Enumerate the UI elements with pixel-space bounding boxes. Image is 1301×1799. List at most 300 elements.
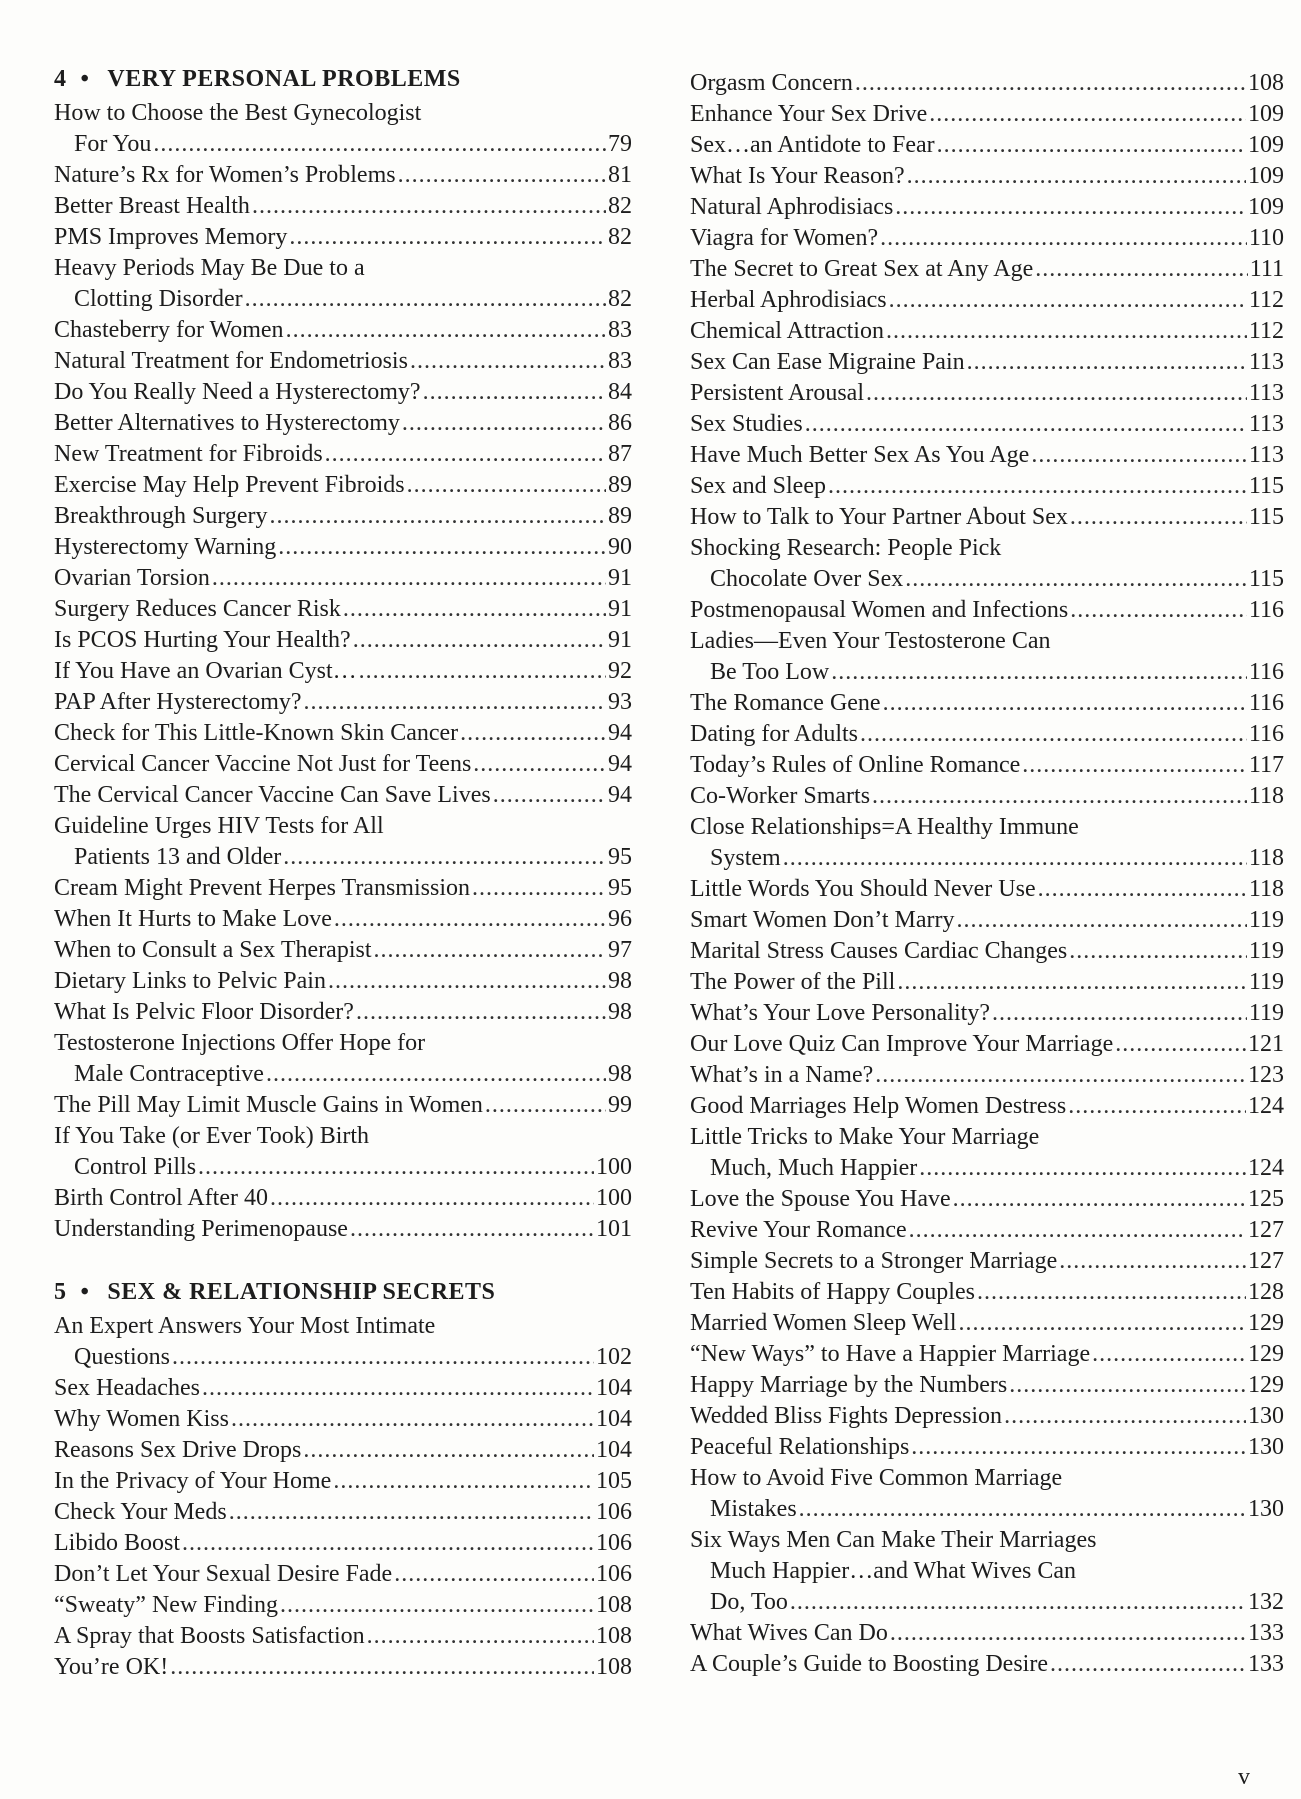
entry-title-text: When to Consult a Sex Therapist	[54, 937, 372, 963]
toc-entry[interactable]	[690, 905, 1284, 936]
entry-title-text: Birth Control After 40	[54, 1185, 268, 1211]
entry-title-text: Questions	[74, 1344, 170, 1370]
dot-leader	[394, 1559, 594, 1590]
toc-entry[interactable]	[54, 1214, 632, 1245]
dot-leader	[231, 1404, 594, 1435]
dot-leader	[790, 1587, 1246, 1618]
toc-entry[interactable]	[54, 687, 632, 718]
toc-entry[interactable]	[690, 750, 1284, 781]
toc-entry-line	[690, 223, 1284, 254]
dot-leader	[1059, 1246, 1246, 1277]
dot-leader	[1009, 1370, 1246, 1401]
toc-entry[interactable]	[54, 439, 632, 470]
toc-entry[interactable]	[54, 904, 632, 935]
toc-entry[interactable]	[690, 223, 1284, 254]
toc-entry-line	[690, 998, 1284, 1029]
toc-entry[interactable]	[54, 253, 632, 315]
dot-leader	[1004, 1401, 1246, 1432]
page-number: 119	[1248, 938, 1284, 964]
page-number: 95	[608, 844, 632, 870]
toc-entry-line	[690, 688, 1284, 719]
toc-entry[interactable]	[690, 688, 1284, 719]
page-number: 82	[608, 224, 632, 250]
entry-title-text: New Treatment for Fibroids	[54, 441, 323, 467]
toc-entry[interactable]	[54, 1121, 632, 1183]
page-number: 90	[608, 534, 632, 560]
entry-title-text: “New Ways” to Have a Happier Marriage	[690, 1341, 1091, 1367]
toc-entry[interactable]	[690, 285, 1284, 316]
toc-entry[interactable]	[690, 1401, 1284, 1432]
toc-entry[interactable]	[690, 781, 1284, 812]
page-number: 116	[1248, 659, 1284, 685]
page-number: 101	[596, 1216, 632, 1242]
dot-leader	[170, 1652, 594, 1683]
page-number: 112	[1248, 287, 1284, 313]
page-number: 104	[596, 1406, 632, 1432]
toc-entry[interactable]	[54, 1404, 632, 1435]
entry-title-text: Close Relationships=A Healthy Immune	[690, 814, 1079, 840]
toc-entry[interactable]	[690, 1649, 1284, 1680]
toc-entry-line	[690, 1494, 1284, 1525]
toc-entry-line	[690, 1556, 1284, 1587]
page-number: 132	[1248, 1589, 1284, 1615]
entry-title-text: How to Talk to Your Partner About Sex	[690, 504, 1068, 530]
entry-title-text: You’re OK!	[54, 1654, 169, 1680]
page-number: 106	[596, 1499, 632, 1525]
toc-entry[interactable]	[690, 254, 1284, 285]
toc-entry-line	[54, 1435, 632, 1466]
entry-title-text: Cream Might Prevent Herpes Transmission	[54, 875, 470, 901]
toc-entry[interactable]	[690, 1029, 1284, 1060]
toc-entry[interactable]	[54, 501, 632, 532]
toc-entry-line	[690, 130, 1284, 161]
dot-leader	[460, 718, 606, 749]
entry-title-text: Don’t Let Your Sexual Desire Fade	[54, 1561, 393, 1587]
dot-leader	[473, 749, 606, 780]
entry-title-text: The Power of the Pill	[690, 969, 896, 995]
dot-leader	[907, 161, 1246, 192]
toc-entry-line	[54, 1214, 632, 1245]
dot-leader	[799, 1494, 1246, 1525]
toc-entry-line	[54, 532, 632, 563]
toc-entry[interactable]	[690, 874, 1284, 905]
toc-entry-line	[54, 1059, 632, 1090]
toc-entry-line	[690, 502, 1284, 533]
toc-entry[interactable]	[690, 626, 1284, 688]
page-number: 109	[1248, 194, 1284, 220]
toc-entry[interactable]	[54, 656, 632, 687]
toc-entry[interactable]	[690, 1463, 1284, 1525]
toc-entry[interactable]	[54, 1028, 632, 1090]
page-number: 108	[596, 1623, 632, 1649]
toc-entry-line	[690, 1339, 1284, 1370]
toc-entry[interactable]	[54, 408, 632, 439]
page-number: 81	[608, 162, 632, 188]
entry-title-text: Chocolate Over Sex	[710, 566, 904, 592]
chapter-heading	[54, 62, 632, 96]
toc-entry[interactable]	[54, 811, 632, 873]
dot-leader	[182, 1528, 594, 1559]
toc-entry[interactable]	[690, 1215, 1284, 1246]
toc-entry-line	[690, 1246, 1284, 1277]
toc-entry[interactable]	[54, 1435, 632, 1466]
toc-entry-line	[690, 1308, 1284, 1339]
toc-entry-line	[690, 378, 1284, 409]
dot-leader	[1070, 502, 1247, 533]
entry-title-text: Sex and Sleep	[690, 473, 826, 499]
toc-entry[interactable]	[690, 347, 1284, 378]
entry-title-text: Ten Habits of Happy Couples	[690, 1279, 975, 1305]
dot-leader	[367, 1621, 594, 1652]
entry-title-text: Testosterone Injections Offer Hope for	[54, 1030, 426, 1056]
dot-leader	[783, 843, 1247, 874]
entry-title-text: The Pill May Limit Muscle Gains in Women	[54, 1092, 483, 1118]
dot-leader	[289, 222, 606, 253]
page-number: 108	[1248, 70, 1284, 96]
toc-entry[interactable]	[54, 1466, 632, 1497]
toc-entry[interactable]	[54, 625, 632, 656]
toc-entry-line	[54, 1466, 632, 1497]
entry-title-text: An Expert Answers Your Most Intimate	[54, 1313, 436, 1339]
toc-entry-line	[690, 1525, 1284, 1556]
toc-entry[interactable]	[690, 99, 1284, 130]
toc-entry-line	[54, 811, 632, 842]
dot-leader	[959, 1308, 1246, 1339]
page-number: 94	[608, 751, 632, 777]
chapter-number: 4	[54, 66, 67, 92]
page-number: 82	[608, 193, 632, 219]
toc-entry-line	[54, 1090, 632, 1121]
page-number: 94	[608, 782, 632, 808]
toc-entry-line	[690, 1215, 1284, 1246]
dot-leader	[472, 873, 606, 904]
entry-title-text: Understanding Perimenopause	[54, 1216, 348, 1242]
page-number: 98	[608, 999, 632, 1025]
entry-title-text: Sex Headaches	[54, 1375, 200, 1401]
page-number: 86	[608, 410, 632, 436]
toc-entry[interactable]	[690, 440, 1284, 471]
toc-entry[interactable]	[54, 98, 632, 160]
dot-leader	[325, 439, 606, 470]
toc-entry[interactable]	[690, 1525, 1284, 1618]
toc-right-column	[690, 68, 1284, 1680]
entry-title-text: Much, Much Happier	[710, 1155, 918, 1181]
toc-entry[interactable]	[54, 346, 632, 377]
entry-title-text: How to Avoid Five Common Marriage	[690, 1465, 1063, 1491]
toc-entry-line	[54, 687, 632, 718]
entry-title-text: “Sweaty” New Finding	[54, 1592, 278, 1618]
toc-entry[interactable]	[690, 967, 1284, 998]
entry-title-text: PAP After Hysterectomy?	[54, 689, 302, 715]
toc-entry[interactable]	[54, 749, 632, 780]
toc-entry[interactable]	[690, 936, 1284, 967]
toc-entry-line	[690, 564, 1284, 595]
toc-entry-line	[54, 966, 632, 997]
dot-leader	[909, 1215, 1246, 1246]
toc-entry-line	[54, 656, 632, 687]
page-number: 109	[1248, 132, 1284, 158]
toc-entry[interactable]	[54, 1528, 632, 1559]
dot-leader	[229, 1497, 594, 1528]
page-number: 124	[1248, 1155, 1284, 1181]
dot-leader	[860, 719, 1247, 750]
entry-title-text: PMS Improves Memory	[54, 224, 288, 250]
toc-entry[interactable]	[690, 1618, 1284, 1649]
page-number: 91	[608, 565, 632, 591]
toc-entry[interactable]	[54, 718, 632, 749]
entry-title-text: Ladies—Even Your Testosterone Can	[690, 628, 1051, 654]
toc-entry[interactable]	[54, 1373, 632, 1404]
dot-leader	[493, 780, 606, 811]
dot-leader	[286, 315, 606, 346]
toc-entry[interactable]	[54, 222, 632, 253]
page-number: 98	[608, 968, 632, 994]
entry-title-text: A Spray that Boosts Satisfaction	[54, 1623, 365, 1649]
toc-entry[interactable]	[690, 1122, 1284, 1184]
toc-entry[interactable]	[690, 719, 1284, 750]
toc-entry[interactable]	[54, 873, 632, 904]
toc-entry[interactable]	[54, 997, 632, 1028]
page-number: 91	[608, 596, 632, 622]
page-number: 115	[1248, 566, 1284, 592]
dot-leader	[333, 1466, 594, 1497]
entry-title-text: Little Words You Should Never Use	[690, 876, 1036, 902]
toc-entry[interactable]	[54, 563, 632, 594]
entry-title-text: When It Hurts to Make Love	[54, 906, 332, 932]
toc-entry-line	[690, 285, 1284, 316]
toc-entry-line	[690, 1649, 1284, 1680]
entry-title-text: Have Much Better Sex As You Age	[690, 442, 1030, 468]
toc-entry[interactable]	[54, 1652, 632, 1683]
toc-entry-line	[54, 284, 632, 315]
entry-title-text: Better Breast Health	[54, 193, 250, 219]
page-number: 82	[608, 286, 632, 312]
page-number: 111	[1249, 256, 1284, 282]
page-number: 99	[608, 1092, 632, 1118]
dot-leader	[953, 1184, 1246, 1215]
dot-leader	[805, 409, 1247, 440]
entry-title-text: Viagra for Women?	[690, 225, 879, 251]
entry-title-text: Natural Aphrodisiacs	[690, 194, 894, 220]
dot-leader	[334, 904, 606, 935]
page-number: 83	[608, 317, 632, 343]
dot-leader	[278, 532, 606, 563]
toc-entry-line	[54, 1404, 632, 1435]
toc-entry-line	[690, 781, 1284, 812]
dot-leader	[270, 501, 606, 532]
toc-entry-line	[54, 1342, 632, 1373]
dot-leader	[886, 316, 1247, 347]
toc-entry[interactable]	[690, 1339, 1284, 1370]
entry-title-text: In the Privacy of Your Home	[54, 1468, 332, 1494]
toc-entry-line	[690, 440, 1284, 471]
dot-leader	[977, 1277, 1246, 1308]
entry-title-text: Exercise May Help Prevent Fibroids	[54, 472, 405, 498]
entry-title-text: Enhance Your Sex Drive	[690, 101, 928, 127]
entry-title-text: Guideline Urges HIV Tests for All	[54, 813, 384, 839]
page-number: 112	[1248, 318, 1284, 344]
toc-entry-line	[690, 1401, 1284, 1432]
toc-entry-line	[54, 129, 632, 160]
page-number: 106	[596, 1561, 632, 1587]
entry-title-text: Shocking Research: People Pick	[690, 535, 1002, 561]
dot-leader	[485, 1090, 606, 1121]
page-number: 91	[608, 627, 632, 653]
page-number: 109	[1248, 101, 1284, 127]
entry-title-text: Postmenopausal Women and Infections	[690, 597, 1069, 623]
entry-title-text: Patients 13 and Older	[74, 844, 282, 870]
toc-entry[interactable]	[690, 1277, 1284, 1308]
toc-entry-line	[690, 967, 1284, 998]
toc-entry[interactable]	[54, 1621, 632, 1652]
toc-entry[interactable]	[54, 1497, 632, 1528]
dot-leader	[1069, 936, 1247, 967]
toc-entry[interactable]	[54, 1183, 632, 1214]
toc-entry-line	[54, 842, 632, 873]
entry-title-text: Six Ways Men Can Make Their Marriages	[690, 1527, 1097, 1553]
page-number: 98	[608, 1061, 632, 1087]
toc-entry[interactable]	[54, 594, 632, 625]
toc-entry-line	[54, 563, 632, 594]
dot-leader	[202, 1373, 594, 1404]
dot-leader	[1022, 750, 1247, 781]
toc-entry[interactable]	[54, 470, 632, 501]
toc-entry[interactable]	[690, 316, 1284, 347]
toc-entry-line	[54, 470, 632, 501]
toc-entry[interactable]	[690, 502, 1284, 533]
toc-entry[interactable]	[690, 68, 1284, 99]
toc-entry[interactable]	[54, 1090, 632, 1121]
toc-entry-line	[54, 1311, 632, 1342]
page-number: 119	[1248, 907, 1284, 933]
dot-leader	[212, 563, 606, 594]
toc-entry-line	[690, 316, 1284, 347]
toc-entry-line	[690, 161, 1284, 192]
entry-title-text: Chasteberry for Women	[54, 317, 284, 343]
toc-entry[interactable]	[690, 1432, 1284, 1463]
page-number: 129	[1248, 1372, 1284, 1398]
toc-entry[interactable]	[690, 1060, 1284, 1091]
dot-leader	[359, 656, 606, 687]
page-number: 123	[1248, 1062, 1284, 1088]
toc-entry[interactable]	[690, 161, 1284, 192]
toc-entry[interactable]	[54, 191, 632, 222]
entry-title-text: Reasons Sex Drive Drops	[54, 1437, 302, 1463]
entry-title-text: The Cervical Cancer Vaccine Can Save Lives	[54, 782, 491, 808]
toc-entry[interactable]	[54, 966, 632, 997]
toc-entry-line	[54, 997, 632, 1028]
dot-leader	[353, 625, 606, 656]
entry-title-text: What’s in a Name?	[690, 1062, 874, 1088]
entry-title-text: Much Happier…and What Wives Can	[710, 1558, 1077, 1584]
toc-entry[interactable]	[690, 812, 1284, 874]
entry-title-text: The Secret to Great Sex at Any Age	[690, 256, 1034, 282]
entry-title-text: Smart Women Don’t Marry	[690, 907, 955, 933]
page-number: 100	[596, 1154, 632, 1180]
toc-entry[interactable]	[690, 1246, 1284, 1277]
toc-entry-line	[690, 471, 1284, 502]
page-number: 95	[608, 875, 632, 901]
toc-entry[interactable]	[54, 935, 632, 966]
toc-entry-line	[54, 439, 632, 470]
dot-leader	[890, 1618, 1246, 1649]
toc-entry[interactable]	[690, 595, 1284, 626]
toc-entry-line	[54, 346, 632, 377]
toc-entry[interactable]	[690, 998, 1284, 1029]
entry-title-text: Do You Really Need a Hysterectomy?	[54, 379, 421, 405]
entry-title-text: Marital Stress Causes Cardiac Changes	[690, 938, 1068, 964]
toc-entry-line	[54, 1373, 632, 1404]
dot-leader	[866, 378, 1247, 409]
entry-title-text: The Romance Gene	[690, 690, 881, 716]
page-number: 119	[1248, 1000, 1284, 1026]
page-number: 118	[1248, 845, 1284, 871]
page-number: 116	[1248, 721, 1284, 747]
toc-entry[interactable]	[690, 1091, 1284, 1122]
dot-leader	[889, 285, 1247, 316]
toc-entry[interactable]	[690, 409, 1284, 440]
toc-entry[interactable]	[54, 377, 632, 408]
toc-entry-line	[54, 501, 632, 532]
toc-entry-line	[54, 1497, 632, 1528]
dot-leader	[937, 130, 1246, 161]
toc-entry-line	[54, 253, 632, 284]
toc-entry[interactable]	[54, 1559, 632, 1590]
toc-entry-line	[690, 812, 1284, 843]
toc-entry[interactable]	[690, 533, 1284, 595]
dot-leader	[1038, 874, 1247, 905]
entry-title-text: Male Contraceptive	[74, 1061, 264, 1087]
dot-leader	[911, 1432, 1246, 1463]
dot-leader	[967, 347, 1247, 378]
toc-entry[interactable]	[690, 192, 1284, 223]
toc-entry[interactable]	[54, 1590, 632, 1621]
dot-leader	[1092, 1339, 1246, 1370]
entry-title-text: Mistakes	[710, 1496, 797, 1522]
page-number: 100	[596, 1185, 632, 1211]
toc-entry[interactable]	[690, 1370, 1284, 1401]
entry-title-text: Clotting Disorder	[74, 286, 243, 312]
dot-leader	[875, 1060, 1246, 1091]
toc-entry[interactable]	[54, 1311, 632, 1373]
toc-entry[interactable]	[690, 471, 1284, 502]
dot-leader	[356, 997, 606, 1028]
dot-leader	[883, 688, 1247, 719]
page-number: 116	[1248, 690, 1284, 716]
toc-entry[interactable]	[54, 532, 632, 563]
toc-entry[interactable]	[54, 315, 632, 346]
toc-entry[interactable]	[54, 160, 632, 191]
entry-title-text: Love the Spouse You Have	[690, 1186, 951, 1212]
toc-entry[interactable]	[690, 1184, 1284, 1215]
toc-entry-line	[54, 160, 632, 191]
entry-title-text: Nature’s Rx for Women’s Problems	[54, 162, 396, 188]
entry-title-text: Ovarian Torsion	[54, 565, 210, 591]
toc-entry-line	[690, 905, 1284, 936]
entry-title-text: Sex Studies	[690, 411, 803, 437]
page-number: 133	[1248, 1651, 1284, 1677]
entry-title-text: Peaceful Relationships	[690, 1434, 910, 1460]
dot-leader	[283, 842, 606, 873]
toc-entry[interactable]	[690, 378, 1284, 409]
toc-entry-line	[54, 1183, 632, 1214]
toc-entry[interactable]	[690, 1308, 1284, 1339]
toc-entry[interactable]	[54, 780, 632, 811]
toc-entry-line	[690, 1091, 1284, 1122]
entry-title-text: Surgery Reduces Cancer Risk	[54, 596, 341, 622]
toc-entry[interactable]	[690, 130, 1284, 161]
dot-leader	[270, 1183, 594, 1214]
